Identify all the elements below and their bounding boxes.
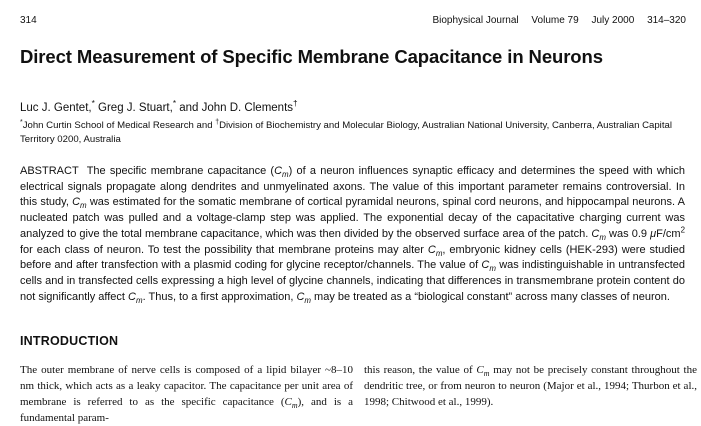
intro-column-right [364, 362, 697, 410]
cm-symbol: $C_m$ [481, 259, 496, 274]
abstract-text: may be treated as a “biological constant” across many classes of neuron. [311, 290, 670, 303]
cm-symbol: $C_m$ [296, 290, 311, 305]
affiliations [20, 119, 686, 146]
intro-text: ), and is a fundamental param- [20, 396, 354, 424]
author-mark: * [172, 99, 177, 109]
page-number: 314 [20, 15, 37, 26]
mu-symbol: μ [650, 227, 657, 240]
intro-text: this reason, the value of [364, 364, 477, 376]
cm-symbol: $C_m$ [427, 243, 443, 258]
author-clements: and John D. Clements [176, 102, 294, 114]
cm-symbol: $C_m$ [274, 165, 289, 180]
unit-exponent: 2 [680, 225, 685, 235]
affil-text: Division of Biochemistry and Molecular Biology, Australian National University, Canberra, Australian Capital Territory 0200, Australia [20, 120, 672, 145]
cm-symbol: $C_m$ [284, 396, 298, 411]
journal-citation [422, 15, 686, 26]
running-header [20, 15, 686, 26]
cm-symbol: $C_m$ [72, 196, 87, 211]
abstract-text: was estimated for the somatic membrane of cortical pyramidal neurons, spinal cord neurons, and hippocampal neurons. A nucleated patch was pulled and a voltage-clamp step was applied. The exponential decay of the capacitative charging current was analyzed to give the total membrane capacitance, which was then divided by the observed surface area of the patch. [20, 196, 685, 240]
abstract-text: , embryonic kidney cells (HEK-293) were studied before and after transfection with a plasmid coding for glycine receptor/channels. The value of [20, 243, 685, 272]
abstract-text: for each class of neuron. To test the possibility that membrane proteins may alter [20, 243, 428, 256]
intro-text: The outer membrane of nerve cells is composed of a lipid bilayer ~8–10 nm thick, which acts as a leaky capacitor. The capacitance per unit area of membrane is referred to as the specific capacitance ( [20, 364, 353, 408]
abstract-text: was 0.9 [605, 227, 651, 240]
abstract-label: ABSTRACT [20, 165, 79, 177]
author-gentet: Luc J. Gentet, [20, 102, 92, 114]
affil-text: John Curtin School of Medical Research and [22, 120, 216, 131]
abstract [20, 164, 685, 305]
abstract-text: was indistinguishable in untransfected cells and in transfected cells expressing a high level of glycine channels, indicating that differences in transmembrane protein content do not significantly affect [20, 259, 685, 303]
author-mark: † [293, 99, 298, 109]
unit-text: F/cm [656, 227, 681, 240]
article-title: Direct Measurement of Specific Membrane Capacitance in Neurons [20, 46, 603, 67]
author-mark: * [91, 99, 95, 109]
cm-symbol: $C_m$ [476, 364, 490, 379]
journal-pages: 314–320 [647, 15, 686, 26]
author-stuart: Greg J. Stuart, [94, 102, 173, 114]
intro-text: may not be precisely constant throughout the dendritic tree, or from neuron to neuron (Major et al., 1994; Thurbon et al., 1998; Chitwood et al., 1999). [364, 364, 697, 408]
abstract-text: The specific membrane capacitance ( [86, 165, 275, 177]
cm-symbol: $C_m$ [591, 227, 606, 242]
journal-date: July 2000 [591, 15, 635, 26]
cm-symbol: $C_m$ [128, 290, 143, 305]
section-heading-introduction: INTRODUCTION [20, 334, 119, 348]
abstract-text: . Thus, to a first approximation, [142, 290, 297, 303]
intro-column-left [20, 362, 353, 426]
journal-name: Biophysical Journal [432, 15, 519, 26]
author-list [20, 99, 298, 114]
affil-mark: † [215, 118, 220, 126]
journal-volume: Volume 79 [531, 15, 579, 26]
abstract-text: ) of a neuron influences synaptic efficacy and determines the speed with which electrical signals propagate along dendrites and unmyelinated axons. The value of this important parameter remains controversial. In this study, [20, 165, 685, 209]
affil-mark: * [20, 118, 23, 126]
